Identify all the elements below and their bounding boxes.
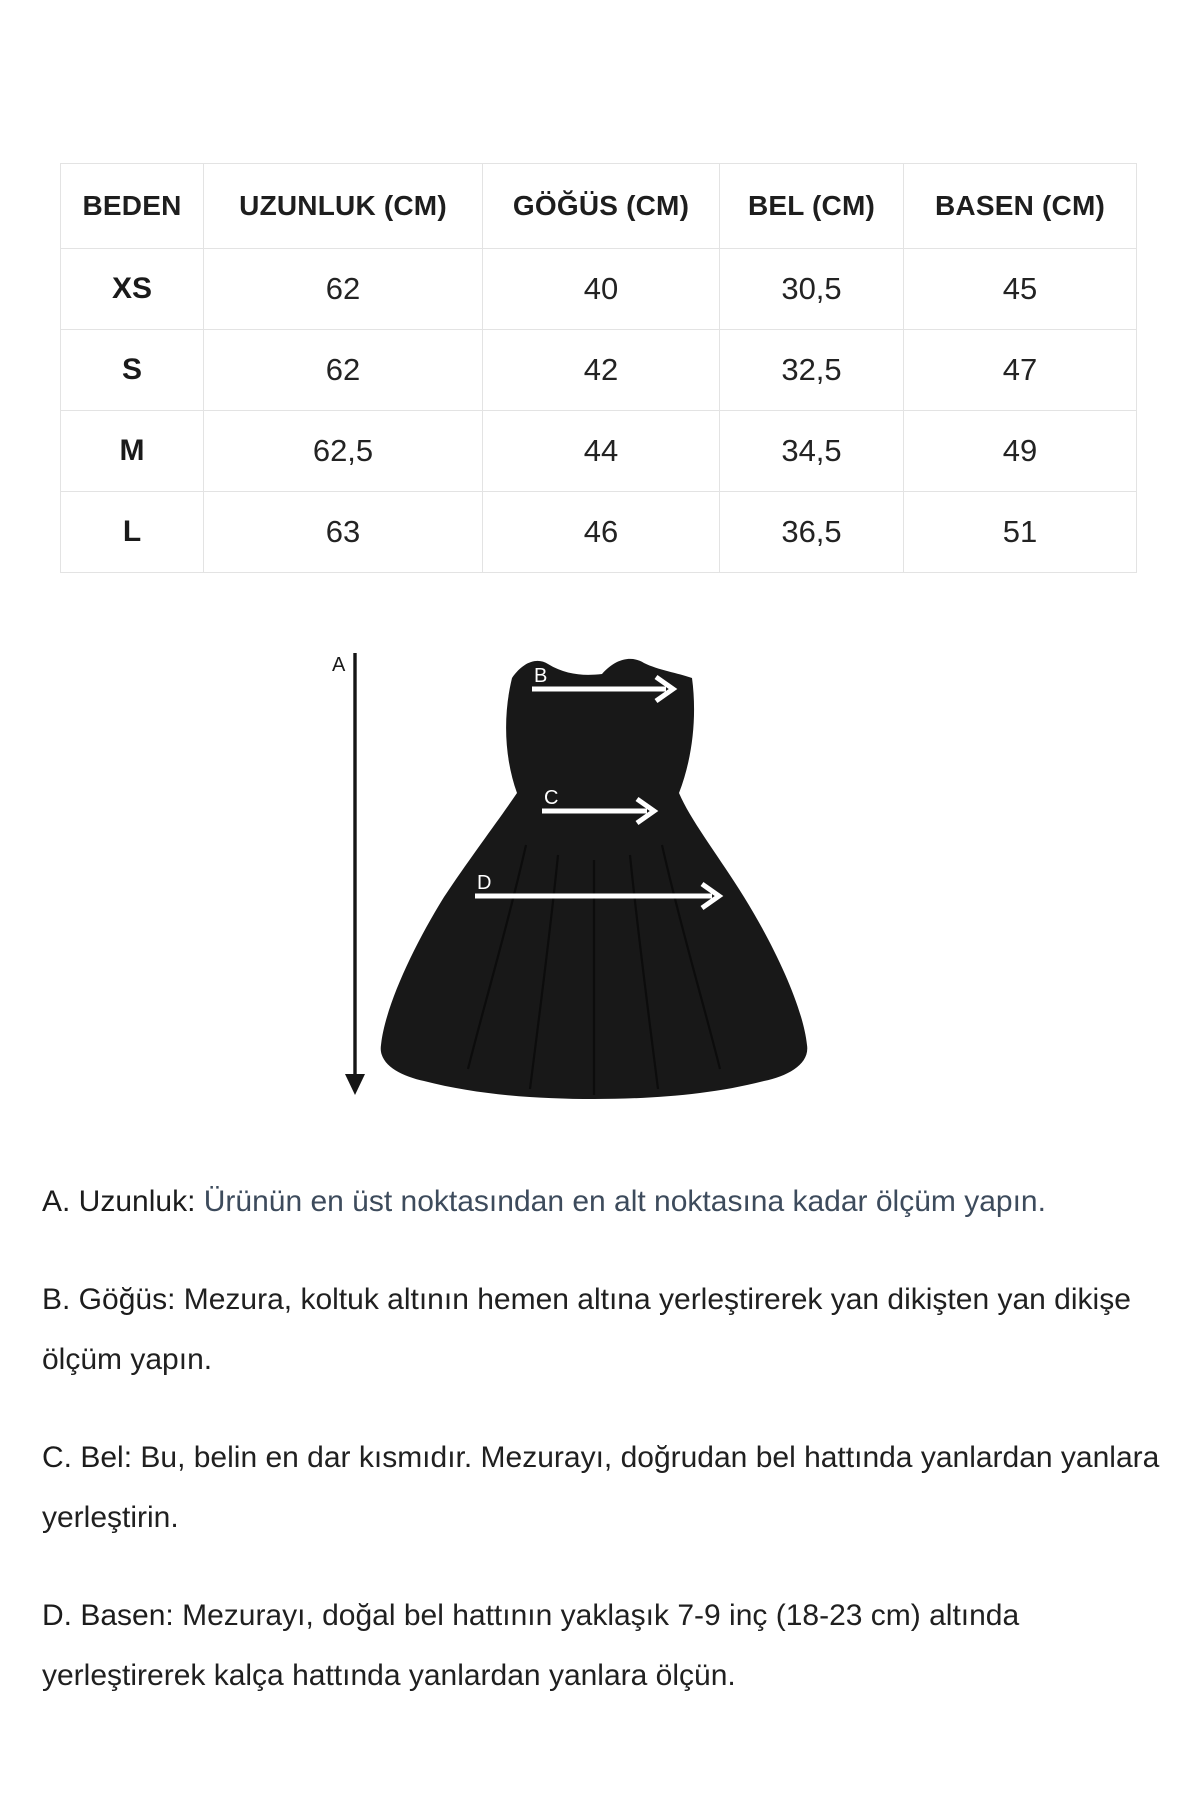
hip-arrow-label: D bbox=[477, 872, 492, 894]
note-chest bbox=[42, 1270, 1167, 1390]
note-hip bbox=[42, 1586, 1167, 1706]
value-gogus: 44 bbox=[483, 411, 720, 492]
value-basen: 51 bbox=[904, 492, 1137, 573]
value-uzunluk: 62 bbox=[204, 249, 483, 330]
note-waist-text: Bu, belin en dar kısmıdır. Mezurayı, doğrudan bel hattında yanlardan yanlara yerleştirin. bbox=[42, 1441, 1160, 1534]
header-bel: BEL (CM) bbox=[720, 164, 904, 249]
size-label: S bbox=[61, 330, 204, 411]
waist-arrow-label: C bbox=[544, 787, 559, 809]
dress-diagram-svg bbox=[320, 645, 840, 1105]
value-gogus: 40 bbox=[483, 249, 720, 330]
note-chest-label: B. Göğüs: bbox=[42, 1283, 176, 1316]
note-hip-text: Mezurayı, doğal bel hattının yaklaşık 7-9 inç (18-23 cm) altında yerleştirerek kalça hattında yanlardan yanlara ölçün. bbox=[42, 1599, 1020, 1692]
note-chest-text: Mezura, koltuk altının hemen altına yerleştirerek yan dikişten yan dikişe ölçüm yapın. bbox=[42, 1283, 1131, 1376]
size-label: XS bbox=[61, 249, 204, 330]
length-arrow-label: A bbox=[332, 654, 346, 676]
note-waist bbox=[42, 1428, 1167, 1548]
value-basen: 49 bbox=[904, 411, 1137, 492]
header-basen: BASEN (CM) bbox=[904, 164, 1137, 249]
table-row bbox=[61, 411, 1137, 492]
note-length bbox=[42, 1172, 1167, 1232]
value-gogus: 46 bbox=[483, 492, 720, 573]
value-uzunluk: 62 bbox=[204, 330, 483, 411]
value-bel: 32,5 bbox=[720, 330, 904, 411]
table-header-row bbox=[61, 164, 1137, 249]
note-length-label: A. Uzunluk: bbox=[42, 1185, 196, 1218]
value-uzunluk: 63 bbox=[204, 492, 483, 573]
header-beden: BEDEN bbox=[61, 164, 204, 249]
value-bel: 34,5 bbox=[720, 411, 904, 492]
note-waist-label: C. Bel: bbox=[42, 1441, 133, 1474]
value-basen: 47 bbox=[904, 330, 1137, 411]
header-gogus: GÖĞÜS (CM) bbox=[483, 164, 720, 249]
table-row bbox=[61, 330, 1137, 411]
note-hip-label: D. Basen: bbox=[42, 1599, 174, 1632]
value-gogus: 42 bbox=[483, 330, 720, 411]
chest-arrow-label: B bbox=[534, 665, 548, 687]
value-uzunluk: 62,5 bbox=[204, 411, 483, 492]
note-length-text: Ürünün en üst noktasından en alt noktasına kadar ölçüm yapın. bbox=[203, 1185, 1046, 1218]
table-row bbox=[61, 249, 1137, 330]
table-row bbox=[61, 492, 1137, 573]
size-label: M bbox=[61, 411, 204, 492]
size-label: L bbox=[61, 492, 204, 573]
length-arrow-icon bbox=[345, 653, 365, 1095]
value-bel: 30,5 bbox=[720, 249, 904, 330]
dress-silhouette-icon bbox=[381, 659, 808, 1099]
measurement-notes bbox=[42, 1172, 1167, 1744]
size-chart-table bbox=[60, 163, 1137, 573]
dress-measurement-diagram bbox=[320, 645, 840, 1105]
value-bel: 36,5 bbox=[720, 492, 904, 573]
value-basen: 45 bbox=[904, 249, 1137, 330]
header-uzunluk: UZUNLUK (CM) bbox=[204, 164, 483, 249]
